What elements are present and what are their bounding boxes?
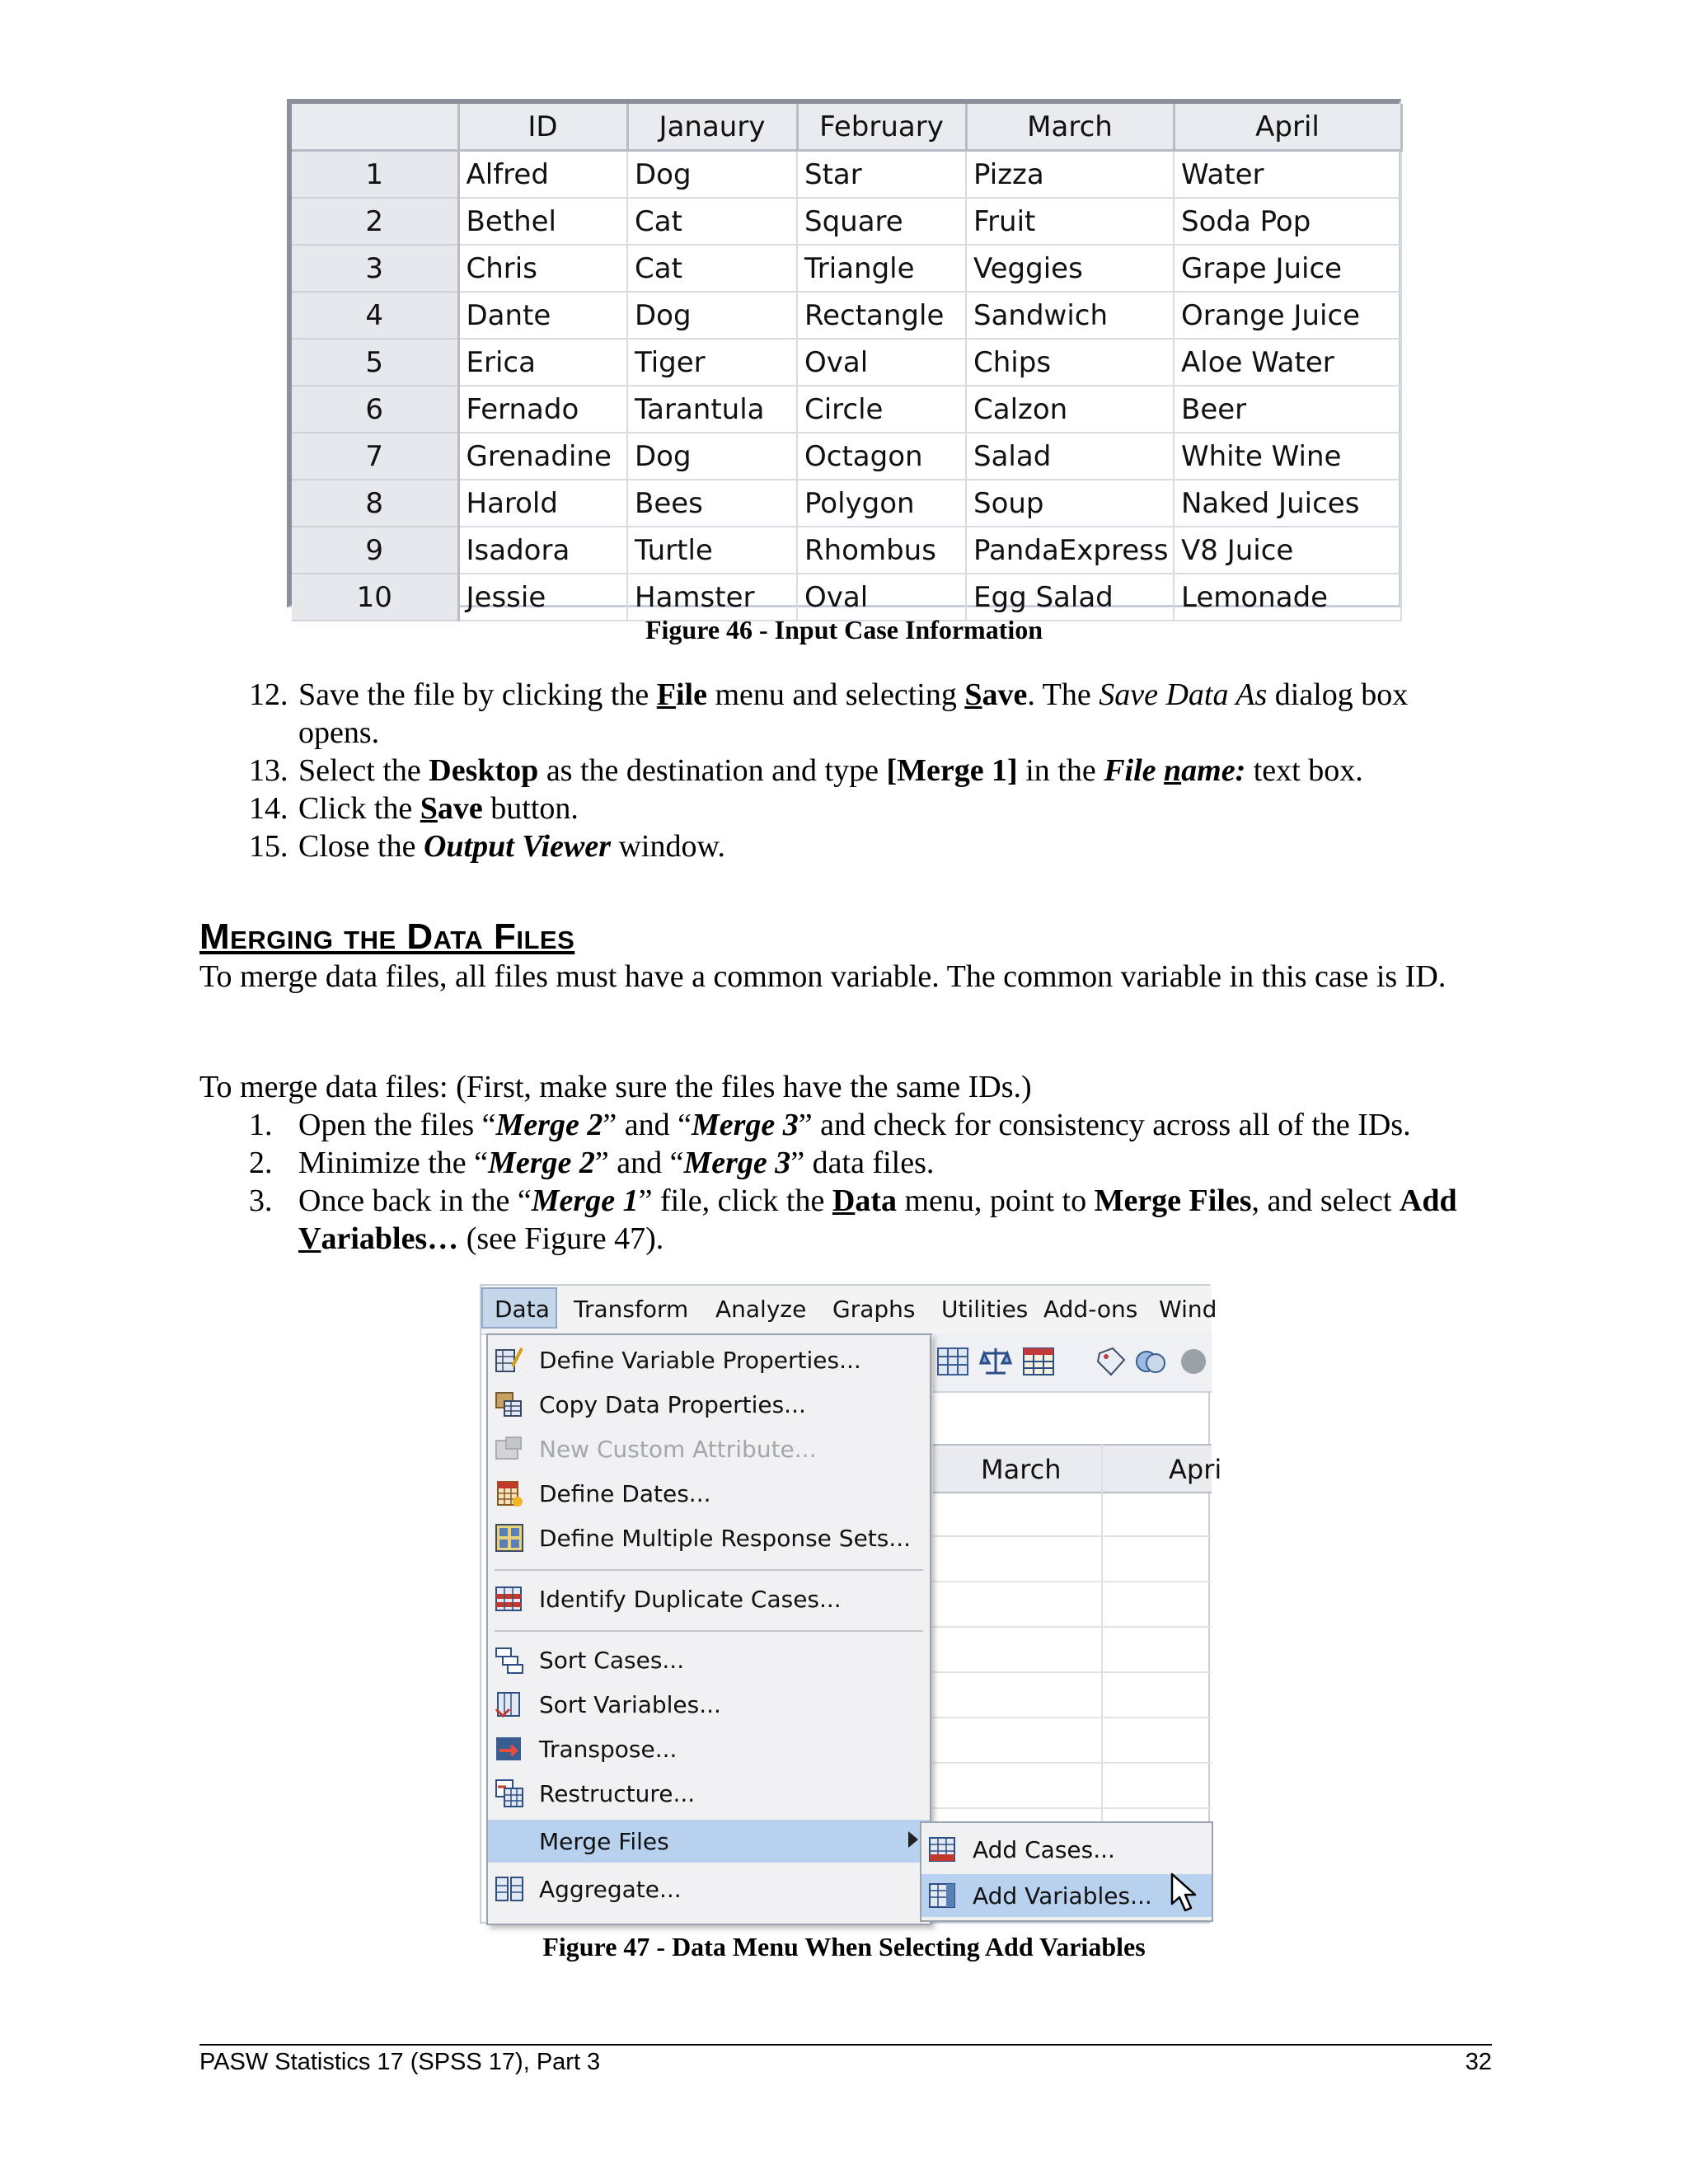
table-cell[interactable]: Hamster bbox=[627, 574, 797, 621]
step-text: text box. bbox=[1245, 753, 1363, 788]
table-cell[interactable]: Circle bbox=[797, 386, 966, 433]
table-row bbox=[292, 151, 1401, 199]
menu-item-label: Merge Files bbox=[539, 1828, 669, 1855]
step-text: Select the bbox=[298, 753, 429, 788]
row-number-header[interactable] bbox=[292, 104, 458, 151]
row-number[interactable]: 6 bbox=[292, 386, 458, 433]
table-cell[interactable]: Bees bbox=[627, 480, 797, 527]
row-number[interactable]: 7 bbox=[292, 433, 458, 480]
table-cell[interactable]: Orange Juice bbox=[1174, 292, 1401, 339]
step-text: D bbox=[832, 1183, 856, 1218]
define-variable-properties-icon bbox=[495, 1345, 524, 1375]
table-cell[interactable]: Oval bbox=[797, 339, 966, 386]
step-number: 12. bbox=[249, 677, 288, 712]
table-cell[interactable]: White Wine bbox=[1174, 433, 1401, 480]
table-cell[interactable]: Dog bbox=[627, 292, 797, 339]
step-text: Merge 1 bbox=[531, 1183, 639, 1218]
table-row bbox=[292, 198, 1401, 245]
use-sets-icon[interactable] bbox=[1134, 1345, 1167, 1378]
table-row bbox=[292, 339, 1401, 386]
step-text: . The bbox=[1027, 677, 1100, 712]
section-heading: Merging the Data Files bbox=[199, 916, 575, 957]
step-item bbox=[0, 1144, 1485, 1182]
menu-item-label: Aggregate... bbox=[539, 1876, 682, 1903]
step-text: S bbox=[964, 677, 982, 712]
step-text: Click the bbox=[298, 791, 420, 826]
sort-variables-icon bbox=[495, 1690, 524, 1719]
row-number[interactable]: 9 bbox=[292, 527, 458, 574]
menu-item-label: Define Variable Properties... bbox=[539, 1347, 861, 1374]
row-number[interactable]: 1 bbox=[292, 151, 458, 199]
table-cell[interactable]: Triangle bbox=[797, 245, 966, 292]
bg-row bbox=[933, 1535, 1212, 1582]
menu-transform[interactable]: Transform bbox=[574, 1296, 689, 1323]
table-cell[interactable]: Cat bbox=[627, 198, 797, 245]
table-cell[interactable]: Water bbox=[1174, 151, 1401, 199]
step-text: V bbox=[298, 1221, 321, 1256]
table-cell[interactable]: Tiger bbox=[627, 339, 797, 386]
step-item bbox=[0, 827, 1485, 865]
table-cell[interactable]: Polygon bbox=[797, 480, 966, 527]
data-editor-grid bbox=[287, 99, 1401, 614]
menu-utilities[interactable]: Utilities bbox=[941, 1296, 1029, 1323]
footer-rule bbox=[199, 2044, 1492, 2046]
step-text: ata bbox=[855, 1183, 897, 1218]
table-cell[interactable]: Rectangle bbox=[797, 292, 966, 339]
bg-header-march: March bbox=[981, 1454, 1062, 1485]
table-cell[interactable]: Erica bbox=[458, 339, 627, 386]
step-number: 2. bbox=[249, 1146, 273, 1180]
step-text: F bbox=[656, 677, 676, 712]
restructure-icon bbox=[495, 1779, 524, 1808]
menu-item-label: New Custom Attribute... bbox=[539, 1436, 817, 1463]
step-number: 15. bbox=[249, 829, 288, 864]
table-cell[interactable]: Fernado bbox=[458, 386, 627, 433]
table-cell[interactable]: Calzon bbox=[966, 386, 1174, 433]
step-text: menu, point to bbox=[896, 1183, 1095, 1218]
add-variables-icon bbox=[928, 1881, 958, 1910]
row-number[interactable]: 2 bbox=[292, 198, 458, 245]
table-row bbox=[292, 574, 1401, 621]
menu-bar bbox=[481, 1286, 1217, 1335]
identify-duplicate-cases-icon bbox=[495, 1584, 524, 1614]
define-dates-icon bbox=[495, 1479, 524, 1508]
table-cell[interactable]: Octagon bbox=[797, 433, 966, 480]
menu-item-define-multiple-response-sets[interactable] bbox=[488, 1516, 930, 1559]
bg-row bbox=[933, 1581, 1212, 1628]
step-text: Minimize the “ bbox=[298, 1146, 489, 1180]
toolbar bbox=[933, 1333, 1212, 1393]
step-text: Merge 3 bbox=[691, 1108, 799, 1142]
step-text: S bbox=[420, 791, 438, 826]
menu-window[interactable]: Wind bbox=[1159, 1296, 1217, 1323]
step-text: as the destination and type bbox=[538, 753, 887, 788]
step-text: Desktop bbox=[429, 753, 539, 788]
step-item bbox=[0, 1106, 1485, 1144]
menu-item-label: Sort Cases... bbox=[539, 1647, 685, 1674]
new-custom-attribute-icon bbox=[495, 1434, 524, 1464]
page-number: 32 bbox=[1465, 2049, 1492, 2075]
menu-item-label: Define Multiple Response Sets... bbox=[539, 1525, 912, 1552]
column-header[interactable]: March bbox=[966, 104, 1174, 151]
table-cell[interactable]: Isadora bbox=[458, 527, 627, 574]
menu-item-define-dates[interactable] bbox=[488, 1472, 930, 1515]
save-steps-list bbox=[0, 676, 1485, 865]
table-cell[interactable]: Soup bbox=[966, 480, 1174, 527]
row-number[interactable]: 10 bbox=[292, 574, 458, 621]
menu-item-label: Add Variables... bbox=[973, 1882, 1152, 1910]
table-cell[interactable]: Dante bbox=[458, 292, 627, 339]
step-text: window. bbox=[610, 829, 725, 864]
table-row bbox=[292, 386, 1401, 433]
step-text: ” file, click the bbox=[638, 1183, 832, 1218]
transpose-icon bbox=[495, 1734, 524, 1764]
menu-item-label: Restructure... bbox=[539, 1780, 696, 1807]
step-text: Save the file by clicking the bbox=[298, 677, 657, 712]
table-row bbox=[292, 245, 1401, 292]
sort-cases-icon bbox=[495, 1645, 524, 1675]
step-text: Merge 2 bbox=[495, 1108, 603, 1142]
menu-item-sort-cases[interactable] bbox=[488, 1638, 930, 1681]
step-number: 1. bbox=[249, 1108, 273, 1142]
intro-paragraph: To merge data files, all files must have a common variable. The common variable in this case is ID. bbox=[199, 959, 1447, 994]
submenu-arrow-icon bbox=[908, 1831, 918, 1848]
mouse-pointer-icon bbox=[1170, 1872, 1198, 1914]
row-number[interactable]: 4 bbox=[292, 292, 458, 339]
weight-cases-icon[interactable] bbox=[979, 1345, 1012, 1378]
bg-row bbox=[933, 1671, 1212, 1718]
table-cell[interactable]: Chris bbox=[458, 245, 627, 292]
data-dropdown-menu bbox=[486, 1333, 931, 1925]
table-cell[interactable]: Cat bbox=[627, 245, 797, 292]
row-number[interactable]: 8 bbox=[292, 480, 458, 527]
table-cell[interactable]: Beer bbox=[1174, 386, 1401, 433]
table-cell[interactable]: Jessie bbox=[458, 574, 627, 621]
menu-item-sort-variables[interactable] bbox=[488, 1683, 930, 1726]
menu-item-label: Sort Variables... bbox=[539, 1691, 721, 1718]
bg-row bbox=[933, 1762, 1212, 1809]
table-cell[interactable]: Oval bbox=[797, 574, 966, 621]
table-cell[interactable]: Tarantula bbox=[627, 386, 797, 433]
table-cell[interactable]: Chips bbox=[966, 339, 1174, 386]
step-text: n bbox=[1164, 753, 1182, 788]
step-item bbox=[0, 790, 1485, 827]
menu-item-label: Identify Duplicate Cases... bbox=[539, 1586, 842, 1613]
bg-row bbox=[933, 1717, 1212, 1764]
table-cell[interactable]: Dog bbox=[627, 433, 797, 480]
step-text: ” data files. bbox=[790, 1146, 935, 1180]
menu-item-new-custom-attribute bbox=[488, 1427, 930, 1470]
menu-item-label: Add Cases... bbox=[973, 1836, 1115, 1863]
table-row bbox=[292, 433, 1401, 480]
step-text: File bbox=[1104, 753, 1165, 788]
step-text: ave bbox=[437, 791, 483, 826]
column-header[interactable]: Janaury bbox=[627, 104, 797, 151]
column-header[interactable]: February bbox=[797, 104, 966, 151]
table-cell[interactable]: Naked Juices bbox=[1174, 480, 1401, 527]
row-number[interactable]: 5 bbox=[292, 339, 458, 386]
column-header[interactable]: ID bbox=[458, 104, 627, 151]
menu-item-add-variables[interactable] bbox=[921, 1874, 1212, 1917]
menu-item-restructure[interactable] bbox=[488, 1772, 930, 1815]
step-item bbox=[0, 1182, 1485, 1258]
value-labels-icon[interactable] bbox=[1095, 1345, 1128, 1378]
table-cell[interactable]: Salad bbox=[966, 433, 1174, 480]
table-cell[interactable]: Rhombus bbox=[797, 527, 966, 574]
row-number[interactable]: 3 bbox=[292, 245, 458, 292]
column-header[interactable]: April bbox=[1174, 104, 1401, 151]
menu-item-identify-duplicate-cases[interactable] bbox=[488, 1577, 930, 1620]
table-row bbox=[292, 292, 1401, 339]
step-text: Once back in the “ bbox=[298, 1183, 532, 1218]
step-text: Add bbox=[1399, 1183, 1457, 1218]
figure-46-caption: Figure 46 - Input Case Information bbox=[645, 615, 1043, 644]
table-cell[interactable]: Turtle bbox=[627, 527, 797, 574]
step-text: Merge 3 bbox=[683, 1146, 791, 1180]
step-text: , and select bbox=[1251, 1183, 1400, 1218]
table-cell[interactable]: Lemonade bbox=[1174, 574, 1401, 621]
table-cell[interactable]: Alfred bbox=[458, 151, 627, 199]
footer-title: PASW Statistics 17 (SPSS 17), Part 3 bbox=[199, 2049, 601, 2075]
step-text: ” and check for consistency across all of the IDs. bbox=[798, 1108, 1411, 1142]
menu-item-label: Define Dates... bbox=[539, 1480, 711, 1507]
step-text: ” and “ bbox=[594, 1146, 684, 1180]
step-text: Merge Files bbox=[1094, 1183, 1252, 1218]
table-cell[interactable]: Dog bbox=[627, 151, 797, 199]
menu-separator bbox=[495, 1630, 923, 1632]
procedure-intro: To merge data files: (First, make sure the files have the same IDs.) bbox=[199, 1070, 1032, 1104]
background-column-headers bbox=[933, 1444, 1222, 1493]
menu-item-transpose[interactable] bbox=[488, 1727, 930, 1770]
menu-item-add-cases[interactable] bbox=[921, 1828, 1212, 1871]
step-text: ave bbox=[982, 677, 1028, 712]
menu-item-label: Copy Data Properties... bbox=[539, 1391, 806, 1418]
step-text: Open the files “ bbox=[298, 1108, 496, 1142]
table-cell[interactable]: Fruit bbox=[966, 198, 1174, 245]
step-number: 14. bbox=[249, 791, 288, 826]
table-cell[interactable]: Veggies bbox=[966, 245, 1174, 292]
show-all-variables-icon[interactable] bbox=[1177, 1345, 1210, 1378]
step-number: 13. bbox=[249, 753, 288, 788]
table-row bbox=[292, 527, 1401, 574]
step-item bbox=[0, 676, 1485, 752]
table-cell[interactable]: V8 Juice bbox=[1174, 527, 1401, 574]
step-text: in the bbox=[1017, 753, 1104, 788]
step-text: Merge 2 bbox=[488, 1146, 595, 1180]
menu-graphs[interactable]: Graphs bbox=[832, 1296, 916, 1323]
bg-row bbox=[933, 1490, 1212, 1537]
step-text: ” and “ bbox=[603, 1108, 692, 1142]
menu-item-label: Transpose... bbox=[539, 1736, 678, 1763]
step-text: [Merge 1] bbox=[886, 753, 1018, 788]
step-text: Save Data As bbox=[1099, 677, 1268, 712]
step-text: ile bbox=[675, 677, 707, 712]
step-text: ariables… bbox=[321, 1221, 459, 1256]
merge-files-submenu bbox=[920, 1821, 1213, 1922]
menu-add-ons[interactable]: Add-ons bbox=[1043, 1296, 1138, 1323]
step-text: menu and selecting bbox=[706, 677, 965, 712]
multiple-response-sets-icon bbox=[495, 1523, 524, 1553]
copy-data-properties-icon bbox=[495, 1390, 524, 1419]
table-cell[interactable]: Harold bbox=[458, 480, 627, 527]
bg-row bbox=[933, 1626, 1212, 1673]
case-table bbox=[292, 104, 1403, 621]
step-text: button. bbox=[482, 791, 579, 826]
spss-data-menu-screenshot bbox=[480, 1284, 1222, 1924]
table-cell[interactable]: Egg Salad bbox=[966, 574, 1174, 621]
add-cases-icon bbox=[928, 1835, 958, 1864]
table-row bbox=[292, 480, 1401, 527]
aggregate-icon bbox=[495, 1874, 524, 1904]
table-cell[interactable]: Pizza bbox=[966, 151, 1174, 199]
step-item bbox=[0, 752, 1485, 790]
bg-header-april: Apri bbox=[1169, 1454, 1222, 1485]
step-text: (see Figure 47). bbox=[458, 1221, 664, 1256]
step-text: dialog box opens. bbox=[298, 677, 1409, 750]
table-header-row bbox=[292, 104, 1401, 151]
step-text: Output Viewer bbox=[423, 829, 611, 864]
grid-view-icon[interactable] bbox=[936, 1345, 969, 1378]
menu-item-aggregate[interactable] bbox=[488, 1868, 930, 1910]
menu-item-copy-data-properties[interactable] bbox=[488, 1383, 930, 1426]
step-number: 3. bbox=[249, 1183, 273, 1218]
table-cell[interactable]: Bethel bbox=[458, 198, 627, 245]
merge-steps-list bbox=[0, 1106, 1485, 1258]
figure-47-caption: Figure 47 - Data Menu When Selecting Add Variables bbox=[542, 1932, 1146, 1961]
menu-separator bbox=[495, 1569, 923, 1571]
menu-analyze[interactable]: Analyze bbox=[715, 1296, 807, 1323]
step-text: Close the bbox=[298, 829, 424, 864]
data-table-icon[interactable] bbox=[1022, 1345, 1055, 1378]
table-cell[interactable]: PandaExpress bbox=[966, 527, 1174, 574]
table-cell[interactable]: Grenadine bbox=[458, 433, 627, 480]
menu-item-merge-files[interactable] bbox=[488, 1820, 930, 1863]
menu-item-define-variable-properties[interactable] bbox=[488, 1338, 930, 1381]
table-cell[interactable]: Sandwich bbox=[966, 292, 1174, 339]
table-cell[interactable]: Square bbox=[797, 198, 966, 245]
menu-data[interactable]: Data bbox=[495, 1296, 550, 1323]
table-cell[interactable]: Grape Juice bbox=[1174, 245, 1401, 292]
table-cell[interactable]: Aloe Water bbox=[1174, 339, 1401, 386]
step-text: ame: bbox=[1181, 753, 1246, 788]
table-cell[interactable]: Star bbox=[797, 151, 966, 199]
table-cell[interactable]: Soda Pop bbox=[1174, 198, 1401, 245]
